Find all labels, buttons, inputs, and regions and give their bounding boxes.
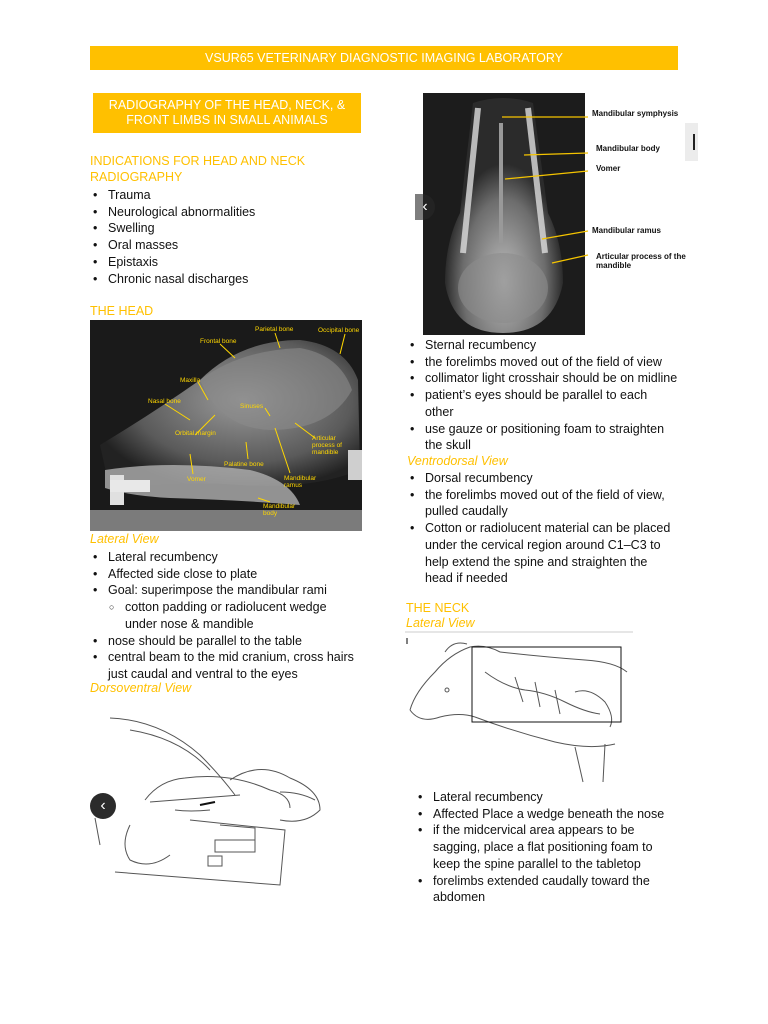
list-item: • Epistaxis xyxy=(91,254,361,271)
list-item: • Dorsal recumbency xyxy=(408,470,678,487)
skull-xray-arrows xyxy=(90,320,362,531)
label-nasal-bone: Nasal bone xyxy=(148,398,181,405)
vd-label-mandibular-symphysis: Mandibular symphysis xyxy=(592,109,679,118)
list-item: • the forelimbs moved out of the field of view xyxy=(408,354,683,371)
vd-xray-figure xyxy=(420,93,700,335)
label-sinuses: Sinuses xyxy=(240,403,264,410)
list-item: • Affected Place a wedge beneath the nose xyxy=(416,806,686,823)
label-parietal-bone: Parietal bone xyxy=(255,326,294,333)
neck-lateral-list xyxy=(416,789,686,906)
label-mandibular-ramus: Mandibular ramus xyxy=(284,475,317,489)
list-item-text: Goal: superimpose the mandibular rami xyxy=(108,583,327,598)
list-item: • the forelimbs moved out of the field of view, pulled caudally xyxy=(408,487,678,520)
carousel-prev-button[interactable]: ‹ xyxy=(90,793,116,819)
list-item: • Trauma xyxy=(91,187,361,204)
list-item: • Lateral recumbency xyxy=(91,549,371,566)
list-item: • Swelling xyxy=(91,220,361,237)
head-lateral-list xyxy=(91,549,371,683)
lateral-skull-xray xyxy=(90,320,362,531)
dv-dog-sketch xyxy=(90,700,380,890)
dorsoventral-view-label: Dorsoventral View xyxy=(90,681,192,695)
list-item: • Affected side close to plate xyxy=(91,566,371,583)
indications-heading: INDICATIONS FOR HEAD AND NECK RADIOGRAPHY xyxy=(90,154,306,184)
list-item: • Sternal recumbency xyxy=(408,337,683,354)
list-item: • central beam to the mid cranium, cross hairs just caudal and ventral to the eyes xyxy=(91,649,371,682)
document-title-banner: VSUR65 VETERINARY DIAGNOSTIC IMAGING LABORATORY xyxy=(90,46,678,70)
list-item: • Chronic nasal discharges xyxy=(91,271,361,288)
dv-bullet-list xyxy=(408,337,683,454)
neck-lateral-view-label: Lateral View xyxy=(406,616,475,630)
ventrodorsal-view-label: Ventrodorsal View xyxy=(407,454,508,468)
side-scroll-tab-bar xyxy=(693,134,695,150)
list-item: • collimator light crosshair should be on midline xyxy=(408,370,683,387)
list-item: • forelimbs extended caudally toward the abdomen xyxy=(416,873,686,906)
label-vomer: Vomer xyxy=(187,476,206,483)
section-banner xyxy=(93,93,361,133)
label-occipital-bone: Occipital bone xyxy=(318,327,360,334)
list-item xyxy=(91,582,371,632)
indications-list xyxy=(91,187,361,287)
list-item: • patient’s eyes should be parallel to each other xyxy=(408,387,683,420)
label-palatine-bone: Palatine bone xyxy=(224,461,264,468)
list-item: • Lateral recumbency xyxy=(416,789,686,806)
vd-label-articular-process: Articular process of the mandible xyxy=(596,252,686,270)
list-item: • if the midcervical area appears to be sagging, place a flat positioning foam to keep the spine parallel to the tabletop xyxy=(416,822,686,872)
label-orbital-margin: Orbital margin xyxy=(175,430,216,437)
side-scroll-tab[interactable] xyxy=(685,123,698,161)
vd-view-list xyxy=(408,470,678,587)
list-item: • Cotton or radiolucent material can be placed under the cervical region around C1–C3 to help extend the spine and straighten the head if needed xyxy=(408,520,678,587)
label-frontal-bone: Frontal bone xyxy=(200,338,237,345)
list-item: • Neurological abnormalities xyxy=(91,204,361,221)
list-item: • nose should be parallel to the table xyxy=(91,633,371,650)
vd-label-mandibular-ramus: Mandibular ramus xyxy=(592,226,661,235)
list-item: • Oral masses xyxy=(91,237,361,254)
sub-list xyxy=(91,599,371,632)
vd-label-vomer: Vomer xyxy=(596,164,621,173)
label-articular-process: Articular process of mandible xyxy=(312,435,342,456)
neck-heading: THE NECK xyxy=(406,601,470,615)
sub-list-item: ○ cotton padding or radiolucent wedge under nose & mandible xyxy=(91,599,371,632)
vd-label-mandibular-body: Mandibular body xyxy=(596,144,660,153)
dorsoventral-positioning-drawing xyxy=(90,700,380,890)
vd-xray-arrows xyxy=(420,93,700,335)
label-mandibular-body: Mandibular body xyxy=(263,503,296,517)
image-prev-arrow[interactable]: ‹ xyxy=(415,194,435,220)
head-heading: THE HEAD xyxy=(90,304,154,318)
section-banner-text: RADIOGRAPHY OF THE HEAD, NECK, & FRONT LIMBS IN SMALL ANIMALS xyxy=(108,97,346,127)
list-item: • use gauze or positioning foam to straighten the skull xyxy=(408,421,683,454)
label-maxilla: Maxilla xyxy=(180,377,201,384)
head-lateral-view-label: Lateral View xyxy=(90,532,159,546)
neck-dog-sketch xyxy=(405,632,635,782)
neck-lateral-drawing xyxy=(405,632,635,782)
